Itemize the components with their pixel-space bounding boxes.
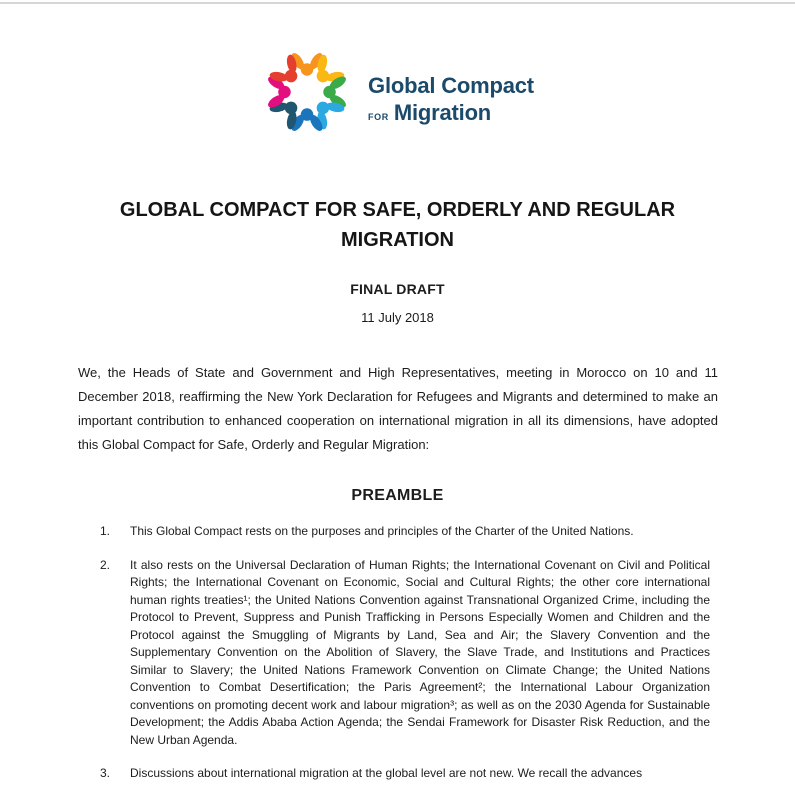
item-text: Discussions about international migration at the global level are not new. We recall the advances	[130, 766, 643, 780]
document-title: GLOBAL COMPACT FOR SAFE, ORDERLY AND REGULAR MIGRATION	[119, 199, 676, 251]
list-item	[78, 765, 710, 783]
wordmark-migration: Migration	[393, 99, 492, 125]
document-subtitle: FINAL DRAFT	[350, 281, 445, 297]
item-number: 2.	[100, 557, 111, 572]
list-item	[78, 557, 710, 750]
window-top-border	[0, 2, 795, 4]
intro-paragraph: We, the Heads of State and Government and High Representatives, meeting in Morocco on 10 and 11 December 2018, reaffirming the New York Declaration for Refugees and Migrants and determined to make an important contribution to enhanced cooperation on international migration in all its dimensions, have adopted this Global Compact for Safe, Orderly and Regular Migration:	[78, 365, 718, 452]
item-text: This Global Compact rests on the purposes and principles of the Charter of the United Nations.	[130, 524, 634, 538]
item-text: It also rests on the Universal Declaration of Human Rights; the International Covenant on Civil and Political Rights; the International Covenant on Economic, Social and Cultural Rights; the other core international human rights treaties¹; the United Nations Convention against Transnational Organized Crime, including the Protocol to Prevent, Suppress and Punish Trafficking in Persons Especially Women and Children and the Protocol against the Smuggling of Migrants by Land, Sea and Air; the Slavery Convention and the Supplementary Convention on the Abolition of Slavery, the Slave Trade, and Institutions and Practices Similar to Slavery; the United Nations Framework Convention on Climate Change; the United Nations Convention to Combat Desertification; the Paris Agreement²; the International Labour Organization conventions on promoting decent work and labour migration³; as well as on the 2030 Agenda for Sustainable Development; the Addis Ababa Action Agenda; the Sendai Framework for Disaster Risk Reduction, and the New Urban Agenda.	[130, 557, 710, 747]
item-number: 1.	[100, 524, 111, 538]
wordmark-for: FOR	[368, 111, 389, 122]
preamble-list	[78, 523, 710, 783]
wordmark-global-compact: Global Compact	[368, 73, 534, 99]
gcm-logo	[0, 46, 795, 138]
list-item	[78, 523, 710, 541]
gcm-logo-icon	[261, 46, 353, 138]
item-number: 3.	[100, 766, 111, 780]
gcm-wordmark	[368, 60, 534, 123]
document-date: 11 July 2018	[361, 310, 434, 325]
preamble-heading: PREAMBLE	[351, 487, 444, 504]
